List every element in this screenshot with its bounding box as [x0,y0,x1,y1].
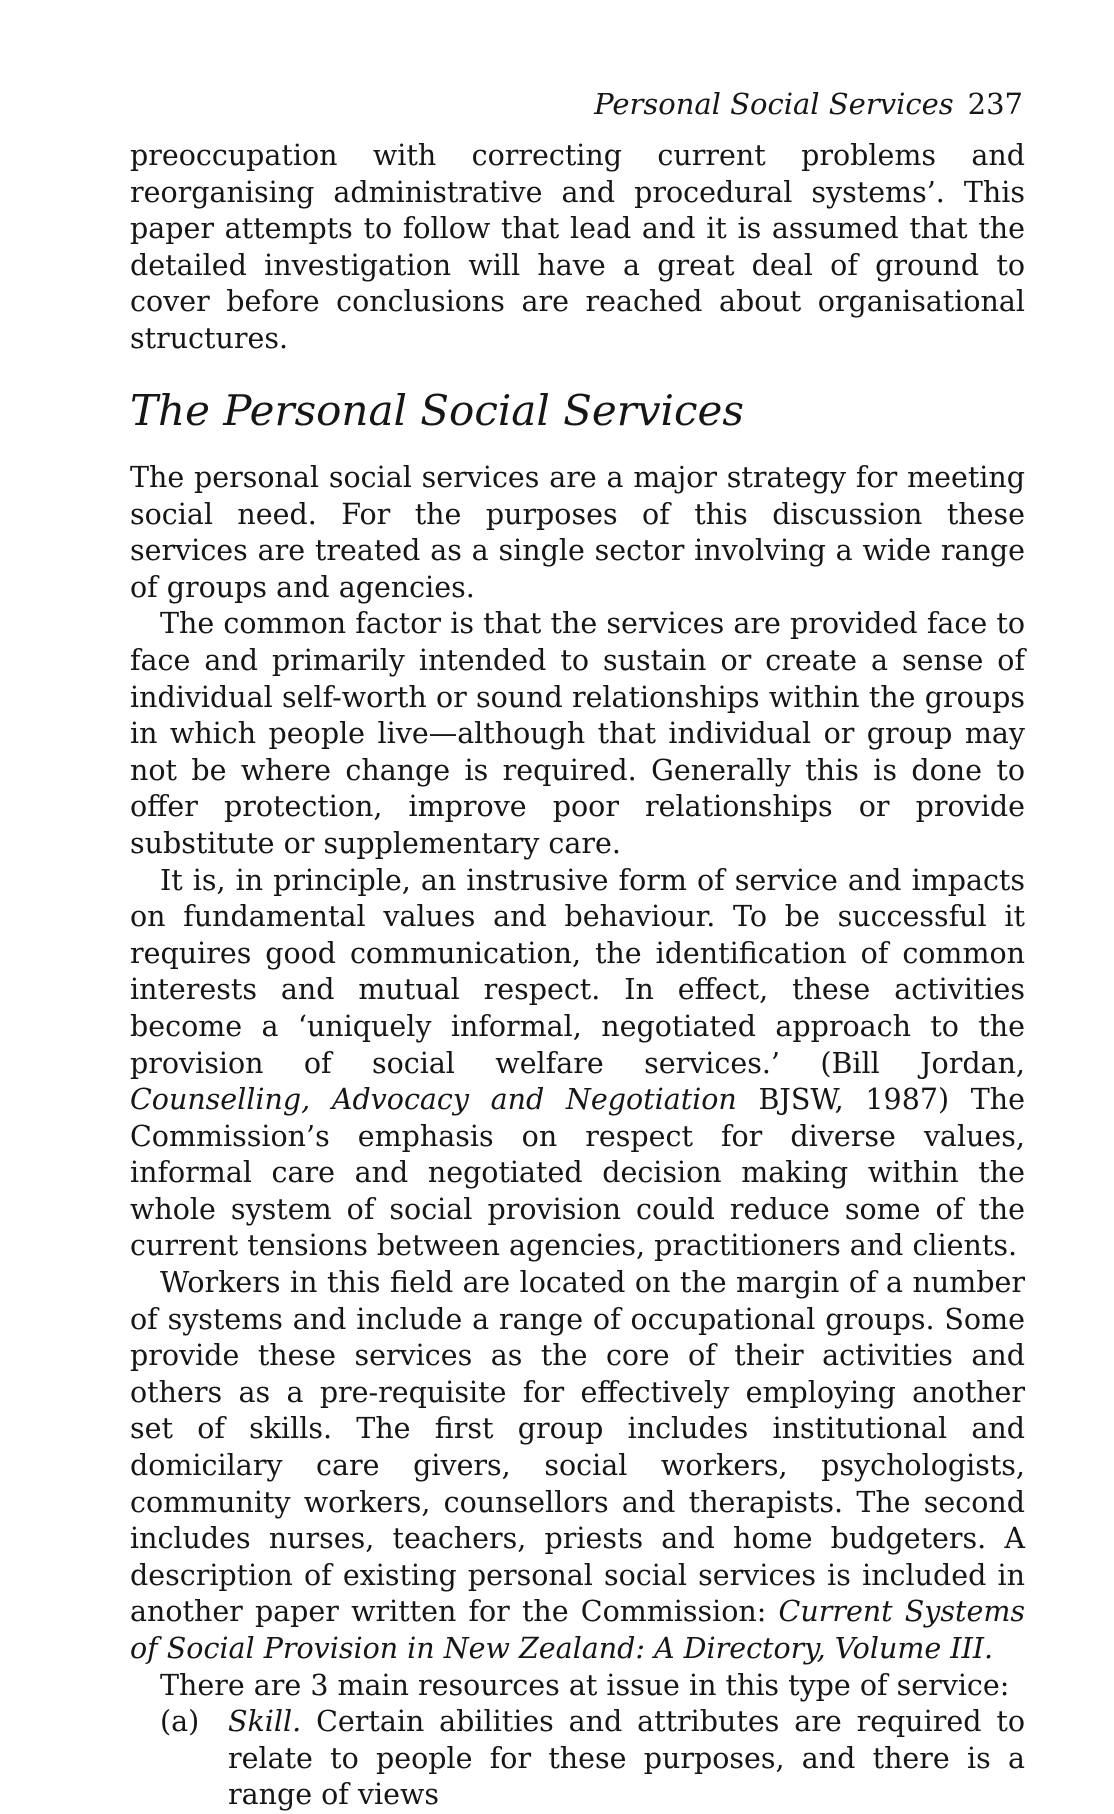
paragraph-4 [130,1265,1025,1668]
list-item-text [228,1704,1025,1814]
directory-title: Current Systems of Social Provision in New Zealand: A Directory, Volume III. [130,1595,1025,1665]
citation-title: Counselling, Advocacy and Negotiation [130,1083,737,1117]
running-head [594,86,1023,122]
list-term: Skill. [228,1705,302,1739]
paragraph-4-text: Workers in this field are located on the margin of a number of systems and include a range of occupational groups. Some provide these services as the core of their activities and others as a pre-requisite for effectively employing another set of skills. The first group includes institutional and domicilary care givers, social workers, psychologists, community workers, counsellors and therapists. The second includes nurses, teachers, priests and home budgeters. A description of existing personal social services is included in another paper written for the Commission: [130,1266,1025,1629]
resource-list [130,1704,1025,1814]
paragraph-3-text-b: BJSW, 1987) The Commission’s emphasis on respect for diverse values, informal care and negotiated decision making within the whole system of social provision could reduce some of the current tensions between agencies, practitioners and clients. [130,1083,1025,1263]
continued-text-block [130,138,1025,358]
section-body [130,460,1025,1814]
paragraph-3-text-a: It is, in principle, an instrusive form of service and impacts on fundamental values and behaviour. To be successful it requires good communication, the identification of common interests and mutual respect. In effect, these activities become a ‘uniquely informal, negotiated approach to the provision of social welfare services.’ (Bill Jordan, [130,863,1025,1080]
section-heading: The Personal Social Services [130,386,744,435]
list-item [130,1704,1025,1814]
paragraph-1: The personal social services are a major strategy for meeting social need. For the purposes of this discussion these services are treated as a single sector involving a wide range of groups and agencies. [130,461,1025,604]
paragraph-3 [130,863,1025,1266]
paragraph-2: The common factor is that the services are provided face to face and primarily intended to sustain or create a sense of individual self-worth or sound relationships within the groups in which people live—although that individual or group may not be where change is required. Generally this is done to offer protection, improve poor relationships or provide substitute or supplementary care. [130,607,1025,860]
list-description: Certain abilities and attributes are required to relate to people for these purposes, and there is a range of views [228,1705,1025,1812]
running-head-title: Personal Social Services [594,87,954,121]
list-marker: (a) [160,1705,200,1739]
paragraph-5: There are 3 main resources at issue in this type of service: [160,1668,1010,1702]
paragraph-continued: preoccupation with correcting current problems and reorganising administrative and procedural systems’. This paper attempts to follow that lead and it is assumed that the detailed investigation will have a great deal of ground to cover before conclusions are reached about organisational structures. [130,139,1025,355]
page-number: 237 [967,87,1023,121]
